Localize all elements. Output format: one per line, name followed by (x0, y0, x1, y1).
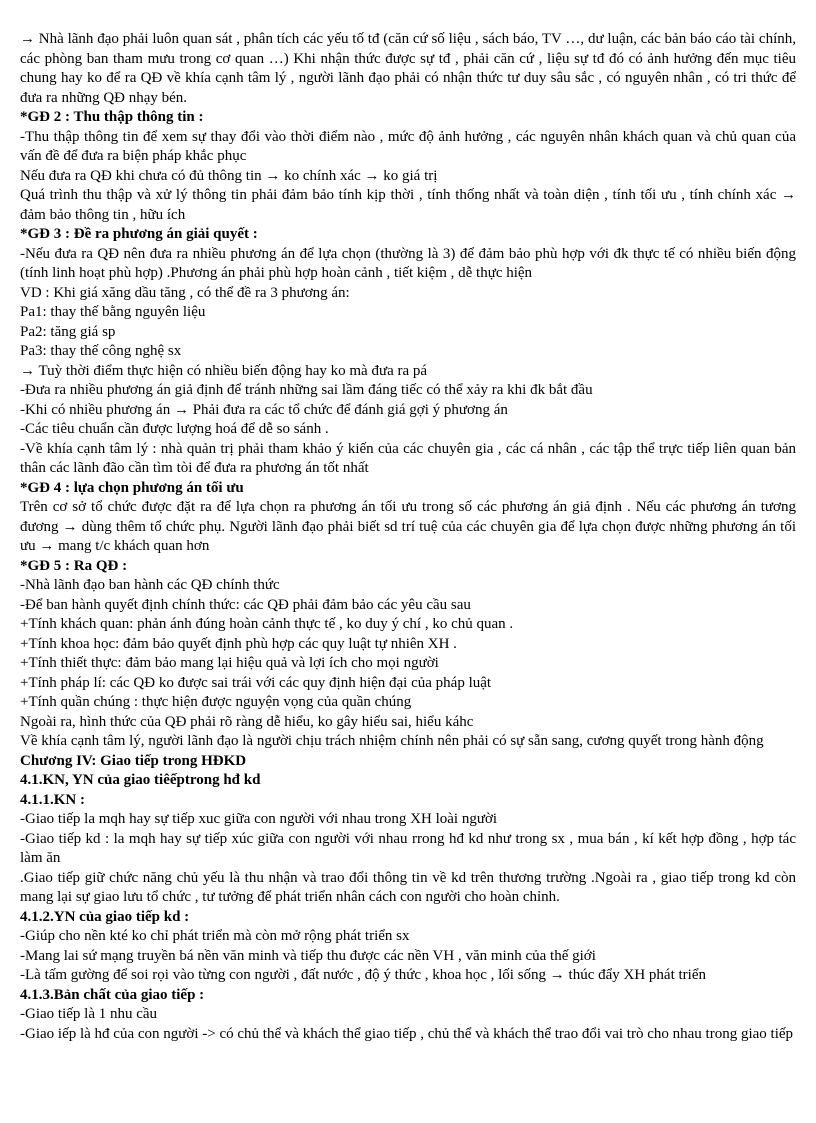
paragraph-communication-function: .Giao tiếp giữ chức năng chủ yếu là thu nhận và trao đổi thông tin về kd trên thương trường .Ngoài ra , giao tiếp trong kd còn mang lại sự giao lưu tổ chức , tư tưởng để phát triển nhân cách con người cho hoàn chỉnh. (20, 869, 796, 905)
paragraph-issue-decisions: -Nhà lãnh đạo ban hành các QĐ chính thức (20, 577, 280, 593)
subsection-nature: 4.1.3.Bản chất của giao tiếp : (20, 986, 205, 1003)
paragraph-timing: → Tuỳ thời điểm thực hiện có nhiều biến động hay ko mà đưa ra pá (20, 362, 428, 379)
paragraph-optimal-choice: Trên cơ sở tổ chức được đặt ra để lựa chọn ra phương án tối ưu trong số các phương án giả định . Nếu các phương án tương đương → dùng thêm tổ chức phụ. Người lãnh đạo phải biết sd trí tuệ của các chuyên gia để lựa chọn được những phương án tối ưu → mang t/c khách quan hơn (20, 499, 796, 554)
list-item-civilization: -Mang lai sứ mạng truyền bá nền văn minh và tiếp thu được các nền VH , văn minh của thế giới (20, 947, 596, 964)
paragraph-insufficient-info: Nếu đưa ra QĐ khi chưa có đủ thông tin → ko chính xác → ko giá trị (20, 167, 438, 184)
paragraph-info-process: Quá trình thu thập và xử lý thông tin phải đảm bảo tính kịp thời , tính thống nhất và toàn diện , tính tối ưu , tính chính xác → đảm bảo thông tin , hữu ích (20, 187, 796, 223)
heading-stage-5: *GĐ 5 : Ra QĐ : (20, 557, 128, 574)
paragraph-psychology-consult: -Về khía cạnh tâm lý : nhà quản trị phải tham khảo ý kiến của các chuyên gia , các cá nhân , các tập thể trực tiếp liên quan bản thân các lãnh đão cần tìm tòi để đưa ra phương án tốt nhất (20, 440, 796, 476)
list-item-practical: +Tính thiết thực: đảm bảo mang lại hiệu quả và lợi ích cho mọi người (20, 655, 439, 671)
heading-stage-2: *GĐ 2 : Thu thập thông tin : (20, 109, 204, 125)
paragraph-hypothetical-options: -Đưa ra nhiều phương án giả định để tránh những sai lầm đáng tiếc có thể xảy ra khi đk bắt đầu (20, 382, 593, 398)
paragraph-decision-analysis: → Nhà lãnh đạo phải luôn quan sát , phân tích các yếu tố tđ (căn cứ số liệu , sách báo, TV …, dư luận, các bản báo cáo tài chính, các phòng ban tham mưu trong cơ quan …) Khi nhận thức được sự tđ , phải căn cứ , liệu sự tđ đó có ảnh hưởng đến mục tiêu chung hay ko để ra QĐ về khía cạnh tâm lý , người lãnh đạo phải có nhận thức tư duy sâu sắc , có nguyên nhân , có tri thức để đưa ra những QĐ nhạy bén. (20, 31, 796, 106)
paragraph-quantify-criteria: -Các tiêu chuẩn cần được lượng hoá để dễ so sánh . (20, 421, 329, 437)
paragraph-communication-def: -Giao tiếp la mqh hay sự tiếp xuc giữa con người với nhau trong XH loài người (20, 811, 498, 827)
list-item-objective: +Tính khách quan: phản ánh đúng hoàn cảnh thực tế , ko duy ý chí , ko chủ quan . (20, 616, 514, 632)
chapter-title: Chương IV: Giao tiếp trong HĐKD (20, 752, 247, 769)
list-item-mirror: -Là tấm gường để soi rọi vào từng con người , đất nước , độ ý thức , khoa học , lối sống → thúc đẩy XH phát triển (20, 967, 706, 983)
paragraph-requirements: -Để ban hành quyết định chính thức: các QĐ phải đảm bảo các yêu cầu sau (20, 596, 471, 613)
list-item-scientific: +Tính khoa học: đảm bảo quyết định phù hợp các quy luật tự nhiên XH . (20, 635, 457, 652)
list-item-pa3: Pa3: thay thế công nghệ sx (20, 343, 182, 359)
paragraph-collect-info: -Thu thập thông tin để xem sự thay đổi vào thời điểm nào , mức độ ảnh hưởng , các nguyên nhân khách quan và chủ quan của vấn đề để đưa ra biện pháp khắc phục (20, 128, 796, 164)
list-item-pa1: Pa1: thay thế bằng nguyên liệu (20, 304, 206, 320)
heading-stage-3: *GĐ 3 : Đề ra phương án giải quyết : (20, 226, 258, 242)
paragraph-business-communication: -Giao tiếp kd : la mqh hay sự tiếp xúc giữa con người với nhau rrong hđ kd như trong sx , mua bán , kí kết hợp đồng , hợp tác làm ăn (20, 830, 796, 866)
paragraph-evaluation: -Khi có nhiều phương án → Phải đưa ra các tổ chức để đánh giá gợi ý phương án (20, 401, 508, 418)
section-title: 4.1.KN, YN của giao tiêếptrong hđ kd (20, 772, 261, 788)
paragraph-subject-object: -Giao iếp là hđ của con người -> có chủ thể và khách thể giao tiếp , chủ thể và khách thể trao đổi vai trò cho nhau trong giao tiếp (20, 1025, 794, 1042)
list-item-legal: +Tính pháp lí: các QĐ ko được sai trái với các quy định hiện đại của pháp luật (20, 674, 492, 691)
list-item-economy: -Giúp cho nền kté ko chỉ phát triển mà còn mở rộng phát triển sx (20, 928, 410, 944)
list-item-pa2: Pa2: tăng giá sp (20, 323, 116, 340)
heading-stage-4: *GĐ 4 : lựa chọn phương án tối ưu (20, 479, 244, 496)
list-item-need: -Giao tiếp là 1 nhu cầu (20, 1006, 158, 1022)
list-item-public: +Tính quần chúng : thực hiện được nguyện vọng của quần chúng (20, 694, 412, 710)
paragraph-leader-responsibility: Về khía cạnh tâm lý, người lãnh đạo là người chịu trách nhiệm chính nên phải có sự sẵn sang, cương quyết trong hành động (20, 733, 764, 749)
subsection-kn: 4.1.1.KN : (20, 791, 85, 808)
subsection-yn: 4.1.2.YN của giao tiếp kd : (20, 908, 190, 925)
paragraph-form-clarity: Ngoài ra, hình thức của QĐ phải rõ ràng dễ hiểu, ko gây hiểu sai, hiểu káhc (20, 713, 474, 730)
paragraph-multiple-options: -Nếu đưa ra QĐ nên đưa ra nhiều phương án để lựa chọn (thường là 3) để đảm bảo phù hợp với đk thực tế có nhiều biến động (tính linh hoạt phù hợp) .Phương án phải phù hợp hoàn cảnh , tiết kiệm , dễ thực hiện (20, 245, 796, 281)
paragraph-example: VD : Khi giá xăng dầu tăng , có thể đề ra 3 phương án: (20, 284, 350, 301)
